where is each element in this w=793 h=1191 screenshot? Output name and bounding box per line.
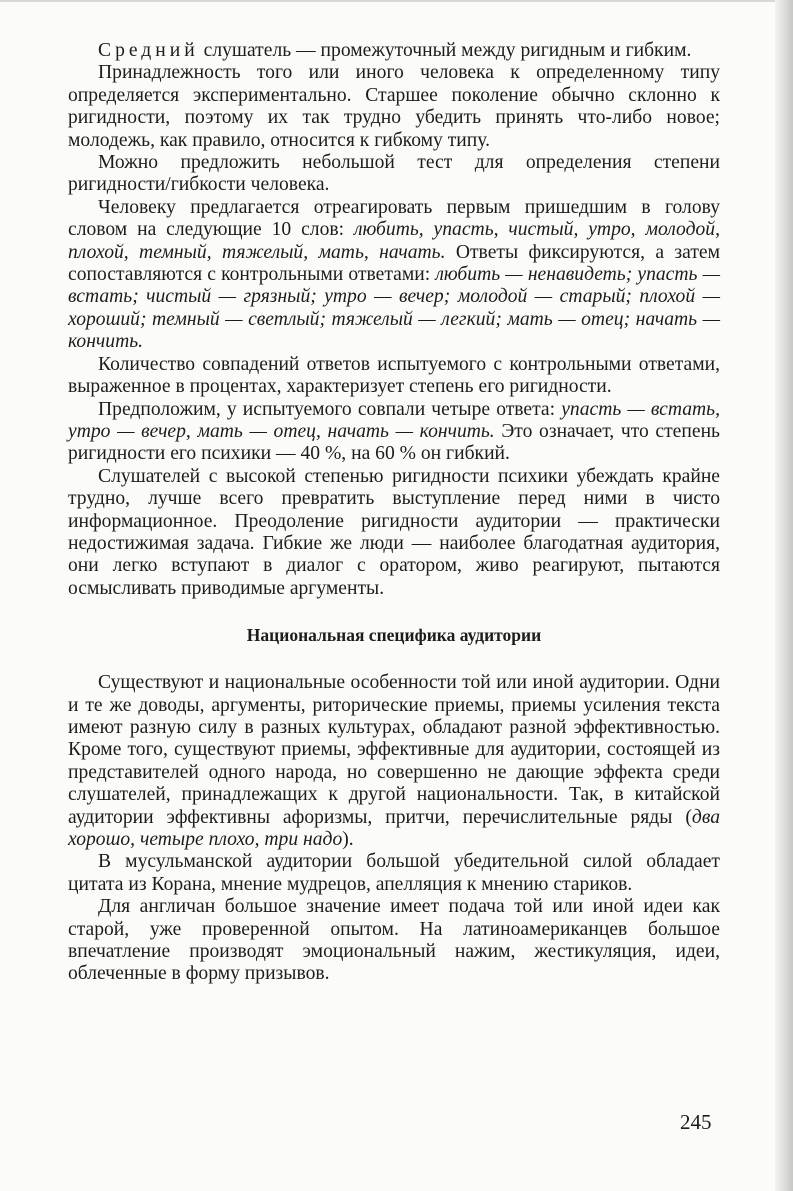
control-answers: любить — ненавидеть; упасть — встать; чистый — грязный; утро — вечер; молодой — старый; плохой — хороший; темный — светлый; тяжелый — легкий; мать — отец; начать — кончить. (68, 264, 720, 353)
paragraph-test-intro: Можно предложить небольшой тест для определения степени ригидности/гибкости человека. (68, 152, 720, 196)
page-edge-shadow (775, 0, 793, 1191)
paragraph-national-specifics: Существуют и национальные особенности той или иной аудитории. Одни и те же доводы, аргументы, риторические приемы, приемы усиления текста имеют разную силу в разных культурах, обладают разной эффективностью. Кроме того, существуют приемы, эффективные для аудитории, состоящей из представителей одного народа, но совершенно не дающие эффекта среди слушателей, принадлежащих к другой национальности. Так, в китайской аудитории эффективны афоризмы, притчи, перечислительные ряды (два хорошо, четыре плохо, три надо). (68, 672, 720, 850)
paragraph-test-words: Человеку предлагается отреагировать первым пришедшим в голову словом на следующие 10 слов: любить, упасть, чистый, утро, молодой, плохой, темный, тяжелый, мать, начать. Ответы фиксируются, а затем сопоставляются с контрольными ответами: любить — ненавидеть; упасть — встать; чистый — грязный; утро — вечер; молодой — старый; плохой — хороший; темный — светлый; тяжелый — легкий; мать — отец; начать — кончить. (68, 196, 720, 353)
page-number: 245 (680, 1110, 712, 1134)
paragraph-type-determination: Принадлежность того или иного человека к определенному типу определяется экспериментально. Старшее поколение обычно склонно к ригидности, поэтому их так трудно убедить принять что-либо новое; молодежь, как правило, относится к гибкому типу. (68, 62, 720, 151)
chinese-example: два хорошо, четыре плохо, три надо (68, 806, 720, 850)
matched-answers: упасть — встать, утро — вечер, мать — отец, начать — кончить. (68, 398, 721, 442)
scan-top-line (0, 0, 793, 2)
page-body (68, 40, 720, 986)
paragraph-rigid-audience: Слушателей с высокой степенью ригидности психики убеждать крайне трудно, лучше всего превратить выступление перед ними в чисто информационное. Преодоление ригидности аудитории — практически недостижимая задача. Гибкие же люди — наиболее благодатная аудитория, они легко вступают в диалог с оратором, живо реагируют, пытаются осмысливать приводимые аргументы. (68, 465, 720, 599)
spaced-term: Средний (98, 40, 199, 61)
paragraph-match-count: Количество совпадений ответов испытуемого с контрольными ответами, выраженное в процентах, характеризует степень его ригидности. (68, 353, 720, 398)
section-heading: Национальная специфика аудитории (246, 625, 542, 646)
stimulus-words: любить, упасть, чистый, утро, молодой, плохой, темный, тяжелый, мать, начать. (68, 219, 720, 263)
paragraph-english-latin: Для англичан большое значение имеет подача той или иной идеи как старой, уже проверенной опытом. На латиноамериканцев большое впечатление производят эмоциональный нажим, жестикуляция, идеи, облеченные в форму призывов. (68, 896, 720, 985)
paragraph-example: Предположим, у испытуемого совпали четыре ответа: упасть — встать, утро — вечер, мать — отец, начать — кончить. Это означает, что степень ригидности его психики — 40 %, на 60 % он гибкий. (68, 398, 721, 465)
paragraph-average-listener: Средний слушатель — промежуточный между ригидным и гибким. (98, 40, 692, 61)
paragraph-muslim-audience: В мусульманской аудитории большой убедительной силой обладает цитата из Корана, мнение мудрецов, апелляция к мнению стариков. (68, 851, 720, 895)
